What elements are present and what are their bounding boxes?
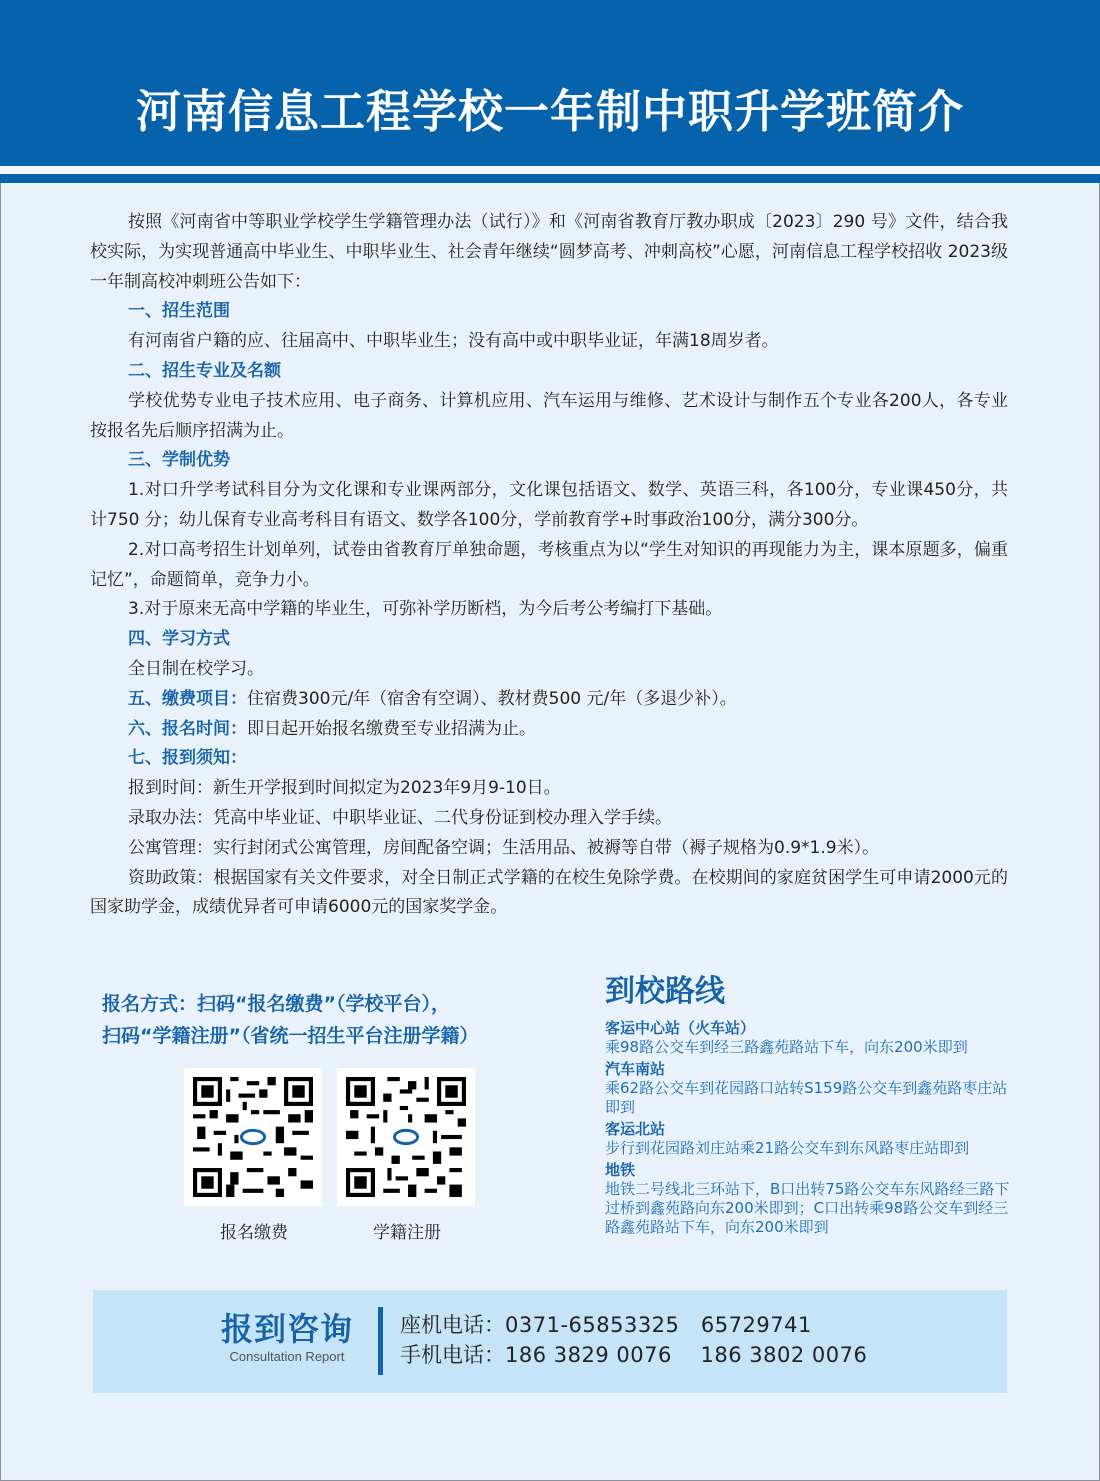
route-stop-name: 汽车南站	[605, 1060, 666, 1078]
section-body-majors: 学校优势专业电子技术应用、电子商务、计算机应用、汽车运用与维修、艺术设计与制作五个专业各200人，各专业按报名先后顺序招满为止。	[90, 390, 1008, 441]
route-stop-name: 客运北站	[605, 1120, 666, 1138]
advantage-item: 3.对于原来无高中学籍的毕业生，可弥补学历断档，为今后考公考编打下基础。	[128, 599, 723, 620]
qr-payment	[184, 1068, 324, 1243]
section-heading-registration-time: 六、报名时间：	[128, 718, 247, 739]
enrollment-line-2: 扫码“学籍注册”（省统一招生平台注册学籍）	[102, 1025, 479, 1047]
contact-title	[221, 1310, 353, 1366]
section-heading-advantages: 三、学制优势	[128, 450, 230, 471]
section-heading-notice: 七、报到须知：	[128, 748, 247, 769]
qr-code-icon	[346, 1077, 466, 1197]
advantage-item: 2.对口高考招生计划单列，试卷由省教育厅单独命题，考核重点为以“学生对知识的再现能力为主，课本原题多，偏重记忆”，命题简单，竞争力小。	[90, 539, 1008, 590]
route-stop-name: 地铁	[605, 1161, 636, 1179]
header-stripe-blue	[0, 174, 1100, 183]
enrollment-line-1: 报名方式：扫码“报名缴费”（学校平台），	[102, 993, 450, 1015]
route-stop-desc: 乘98路公交车到经三路鑫苑路站下车，向东200米即到	[605, 1038, 968, 1056]
mobile-number[interactable]: 186 3829 0076 186 3802 0076	[505, 1343, 868, 1367]
route-stop-desc: 乘62路公交车到花园路口站转S159路公交车到鑫苑路枣庄站即到	[605, 1079, 1008, 1116]
route-stop-desc: 步行到花园路刘庄站乘21路公交车到东风路枣庄站即到	[605, 1139, 970, 1157]
section-heading-fees: 五、缴费项目：	[128, 688, 247, 709]
header-banner	[0, 0, 1100, 166]
section-fees	[90, 685, 1008, 715]
section-body-registration-time: 即日起开始报名缴费至专业招满为止。	[247, 718, 536, 739]
page-title: 河南信息工程学校一年制中职升学班简介	[135, 84, 964, 138]
notice-item: 公寓管理：实行封闭式公寓管理，房间配备空调；生活用品、被褥等自带（褥子规格为0.9*1.9米）。	[128, 837, 880, 858]
section-heading-scope: 一、招生范围	[128, 301, 230, 322]
landline-row	[400, 1310, 867, 1340]
intro-paragraph: 按照《河南省中等职业学校学生学籍管理办法（试行）》和《河南省教育厅教办职成〔2023〕290 号》文件，结合我校实际，为实现普通高中毕业生、中职毕业生、社会青年继续“圆梦高考、冲刺高校”心愿，河南信息工程学校招收 2023级一年制高校冲刺班公告如下：	[90, 212, 1008, 292]
contact-divider	[378, 1307, 383, 1375]
section-registration-time	[90, 715, 1008, 745]
contact-phones	[400, 1310, 867, 1370]
section-heading-majors: 二、招生专业及名额	[128, 360, 281, 381]
route-stop-desc: 地铁二号线北三环站下，B口出转75路公交车东风路经三路下过桥到鑫苑路向东200米即到；C口出转乘98路公交车到经三路鑫苑路站下车，向东200米即到	[605, 1180, 1010, 1236]
route-title: 到校路线	[605, 974, 725, 1009]
section-body-study-mode: 全日制在校学习。	[128, 658, 264, 679]
qr-code-icon	[193, 1077, 313, 1197]
section-body-fees: 住宿费300元/年（宿舍有空调）、教材费500 元/年（多退少补）。	[247, 688, 737, 709]
qr-code-payment[interactable]	[184, 1068, 322, 1206]
section-body-scope: 有河南省户籍的应、往届高中、中职毕业生；没有高中或中职毕业证，年满18周岁者。	[128, 331, 779, 352]
notice-item: 录取办法：凭高中毕业证、中职毕业证、二代身份证到校办理入学手续。	[128, 807, 672, 828]
section-heading-study-mode: 四、学习方式	[128, 629, 230, 650]
landline-label: 座机电话：	[400, 1313, 505, 1337]
qr-registration	[337, 1068, 477, 1243]
route-stop-name: 客运中心站（火车站）	[605, 1019, 756, 1037]
advantage-item: 1.对口升学考试科目分为文化课和专业课两部分，文化课包括语文、数学、英语三科，各100分，专业课450分，共计750 分；幼儿保育专业高考科目有语文、数学各100分，学前教育学+时事政治100分，满分300分。	[90, 480, 1008, 530]
qr-caption-registration: 学籍注册	[373, 1223, 441, 1243]
header-stripe-light	[0, 166, 1100, 174]
route-section	[605, 970, 1015, 1237]
contact-title-en: Consultation Report	[229, 1349, 345, 1364]
notice-item: 资助政策：根据国家有关文件要求，对全日制正式学籍的在校生免除学费。在校期间的家庭贫困学生可申请2000元的国家助学金，成绩优异者可申请6000元的国家奖学金。	[90, 867, 1008, 918]
announcement-body	[90, 208, 1008, 923]
mobile-row	[400, 1340, 867, 1370]
qr-caption-payment: 报名缴费	[220, 1223, 288, 1243]
qr-code-registration[interactable]	[337, 1068, 475, 1206]
notice-item: 报到时间：新生开学报到时间拟定为2023年9月9-10日。	[128, 778, 561, 799]
contact-box	[93, 1290, 1007, 1393]
enrollment-method	[102, 988, 478, 1052]
contact-title-cn: 报到咨询	[221, 1310, 354, 1348]
landline-number[interactable]: 0371-65853325 65729741	[505, 1313, 812, 1337]
mobile-label: 手机电话：	[400, 1343, 505, 1367]
